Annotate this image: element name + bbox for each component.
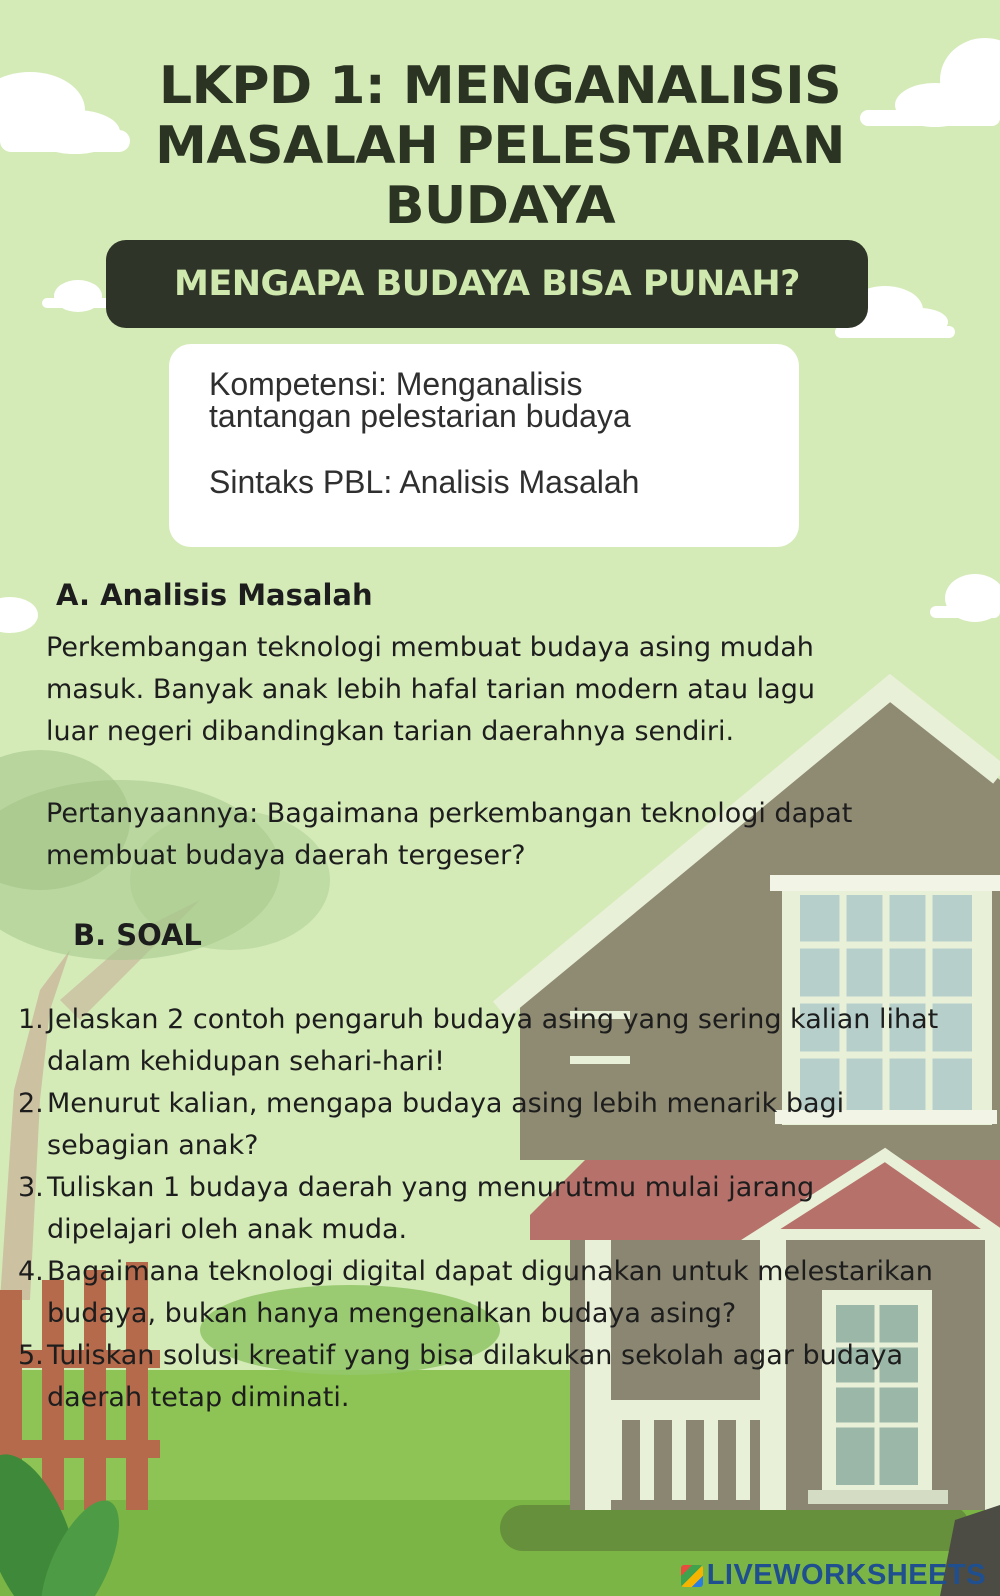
question-text-line-1: Menurut kalian, mengapa budaya asing lebih menarik bagi [47, 1088, 845, 1119]
question-text-line-2: budaya, bukan hanya mengenalkan budaya asing? [47, 1298, 737, 1329]
question-item [18, 1167, 978, 1251]
kompetensi-line-1: Kompetensi: Menganalisis [209, 366, 583, 402]
question-number: 4. [18, 1256, 44, 1287]
section-a-heading: A. Analisis Masalah [56, 578, 373, 612]
cloud-icon [0, 597, 38, 633]
title-line-1: LKPD 1: MENGANALISIS [158, 56, 842, 116]
section-b-heading: B. SOAL [73, 918, 202, 952]
liveworksheets-logo-text: LIVEWORKSHEETS [706, 1559, 986, 1591]
question-text-line-2: dipelajari oleh anak muda. [47, 1214, 408, 1245]
question-text-line-2: daerah tetap diminati. [47, 1382, 350, 1413]
question-number: 2. [18, 1088, 44, 1119]
liveworksheets-logo-icon [681, 1565, 703, 1587]
subtitle-banner: MENGAPA BUDAYA BISA PUNAH? [106, 240, 868, 328]
analysis-line-1: Perkembangan teknologi membuat budaya asing mudah [46, 632, 814, 663]
title-line-2: MASALAH PELESTARIAN [155, 116, 845, 176]
page-title [0, 56, 1000, 236]
question-text-line-1: Jelaskan 2 contoh pengaruh budaya asing yang sering kalian lihat [47, 1004, 939, 1035]
question-list [18, 999, 978, 1419]
question-item [18, 1251, 978, 1335]
analysis-question-line-1: Pertanyaannya: Bagaimana perkembangan teknologi dapat [46, 798, 853, 829]
analysis-line-2: masuk. Banyak anak lebih hafal tarian modern atau lagu [46, 674, 815, 705]
title-line-3: BUDAYA [384, 176, 616, 236]
question-text-line-2: dalam kehidupan sehari-hari! [47, 1046, 445, 1077]
analysis-line-3: luar negeri dibandingkan tarian daerahnya sendiri. [46, 716, 735, 747]
kompetensi-line-2: tantangan pelestarian budaya [209, 398, 631, 434]
analysis-question [46, 793, 946, 877]
question-text-line-2: sebagian anak? [47, 1130, 259, 1161]
cloud-icon [930, 574, 1000, 622]
info-card [169, 344, 799, 547]
question-number: 3. [18, 1172, 44, 1203]
path [500, 1505, 970, 1551]
question-item [18, 1083, 978, 1167]
question-text-line-1: Bagaimana teknologi digital dapat digunakan untuk melestarikan [47, 1256, 933, 1287]
question-text-line-1: Tuliskan solusi kreatif yang bisa dilakukan sekolah agar budaya [47, 1340, 903, 1371]
liveworksheets-logo[interactable] [681, 1559, 986, 1592]
analysis-paragraph [46, 627, 946, 753]
sintaks-text: Sintaks PBL: Analisis Masalah [209, 464, 640, 500]
question-number: 1. [18, 1004, 44, 1035]
question-item [18, 999, 978, 1083]
question-text-line-1: Tuliskan 1 budaya daerah yang menurutmu mulai jarang [47, 1172, 815, 1203]
question-number: 5. [18, 1340, 44, 1371]
analysis-question-line-2: membuat budaya daerah tergeser? [46, 840, 526, 871]
question-item [18, 1335, 978, 1419]
